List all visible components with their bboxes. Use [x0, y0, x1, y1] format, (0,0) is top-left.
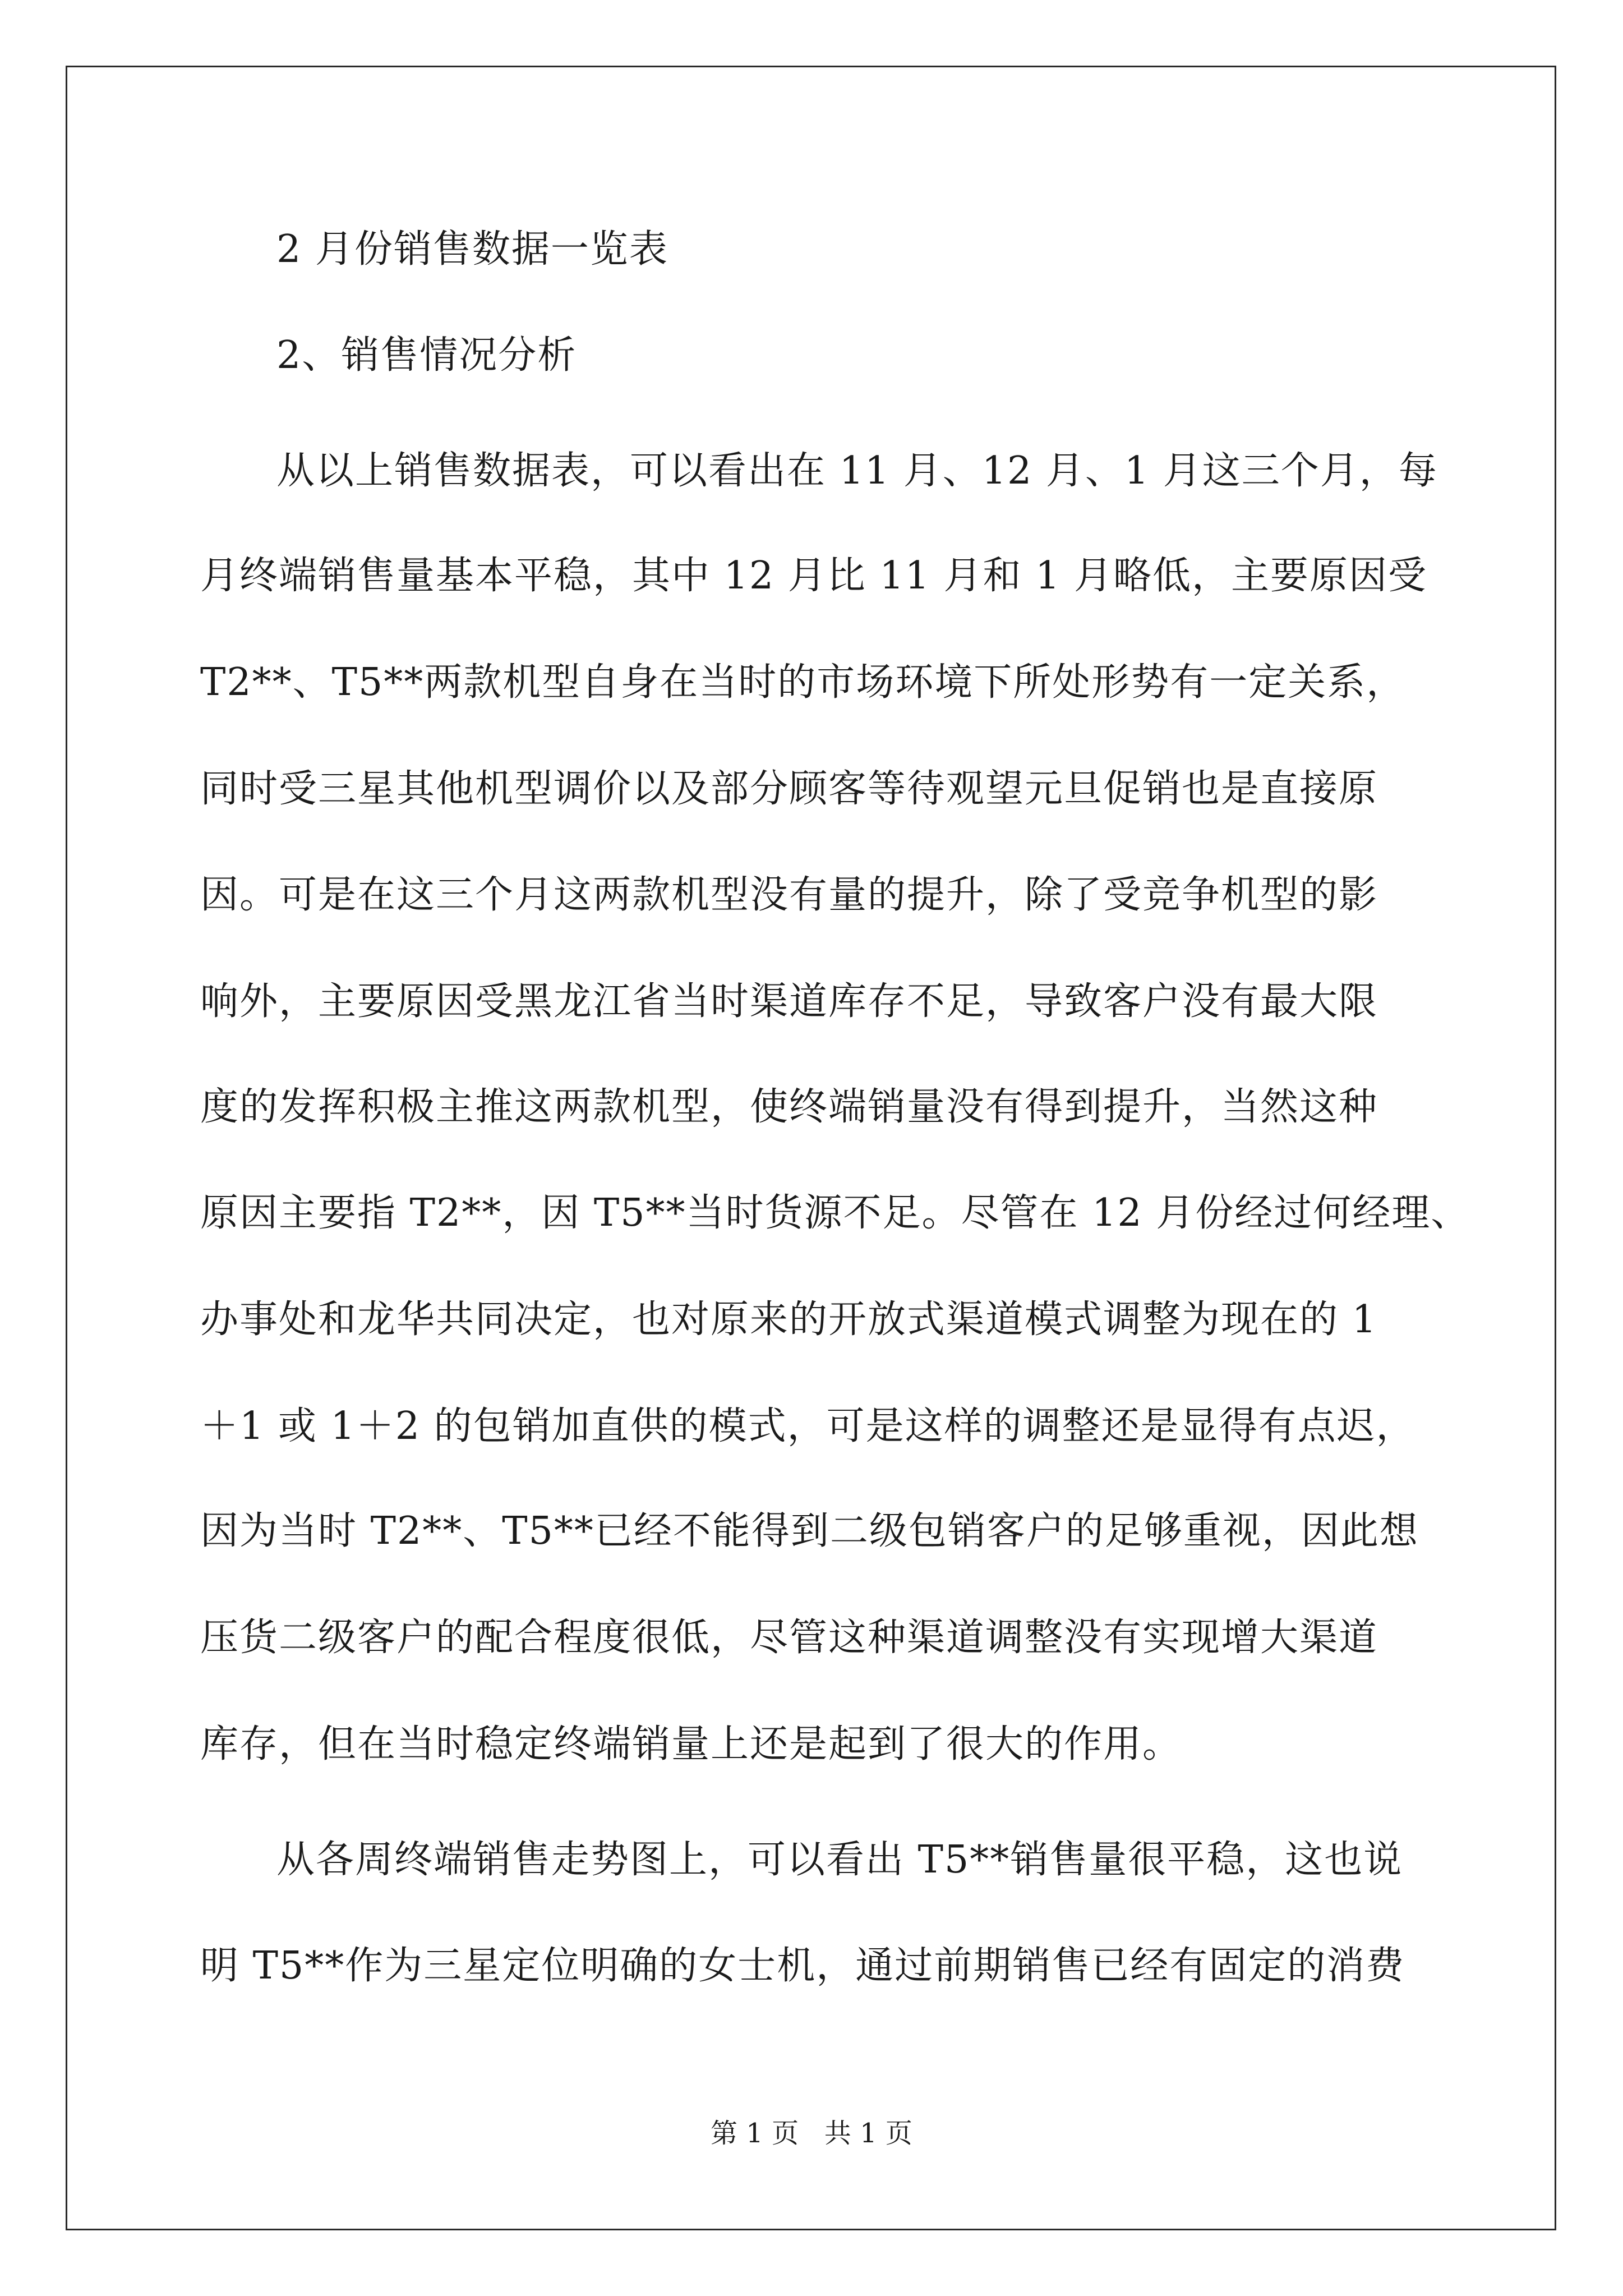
paragraph-1-line: 办事处和龙华共同决定，也对原来的开放式渠道模式调整为现在的 1 — [200, 1297, 1377, 1342]
section-title: 2、销售情况分析 — [276, 333, 577, 378]
paragraph-1-line: ＋1 或 1＋2 的包销加直供的模式，可是这样的调整还是显得有点迟， — [200, 1404, 1415, 1448]
paragraph-1-line: 原因主要指 T2**，因 T5**当时货源不足。尽管在 12 月份经过何经理、 — [200, 1191, 1470, 1235]
paragraph-1-line: 度的发挥积极主推这两款机型，使终端销量没有得到提升，当然这种 — [200, 1085, 1378, 1129]
paragraph-1-line: 月终端销售量基本平稳，其中 12 月比 11 月和 1 月略低，主要原因受 — [200, 554, 1428, 598]
page-border — [66, 66, 1556, 2230]
paragraph-2-line: 从各周终端销售走势图上，可以看出 T5**销售量很平稳，这也说 — [276, 1838, 1403, 1882]
paragraph-1-line: 因为当时 T2**、T5**已经不能得到二级包销客户的足够重视，因此想 — [200, 1509, 1419, 1553]
paragraph-1-line: 因。可是在这三个月这两款机型没有量的提升，除了受竞争机型的影 — [200, 873, 1378, 917]
paragraph-2-line: 明 T5**作为三星定位明确的女士机，通过前期销售已经有固定的消费 — [200, 1944, 1405, 1988]
paragraph-1-line: 响外，主要原因受黑龙江省当时渠道库存不足，导致客户没有最大限 — [200, 979, 1378, 1024]
paragraph-1-line: T2**、T5**两款机型自身在当时的市场环境下所处形势有一定关系， — [200, 660, 1406, 705]
paragraph-1-line: 同时受三星其他机型调价以及部分顾客等待观望元旦促销也是直接原 — [200, 767, 1378, 811]
heading: 2 月份销售数据一览表 — [276, 227, 668, 272]
paragraph-1-line: 从以上销售数据表，可以看出在 11 月、12 月、1 月这三个月，每 — [276, 449, 1438, 493]
page-footer: 第 1 页 共 1 页 — [711, 2118, 912, 2149]
paragraph-1-line: 库存，但在当时稳定终端销量上还是起到了很大的作用。 — [200, 1722, 1182, 1766]
paragraph-1-line: 压货二级客户的配合程度很低，尽管这种渠道调整没有实现增大渠道 — [200, 1616, 1378, 1660]
